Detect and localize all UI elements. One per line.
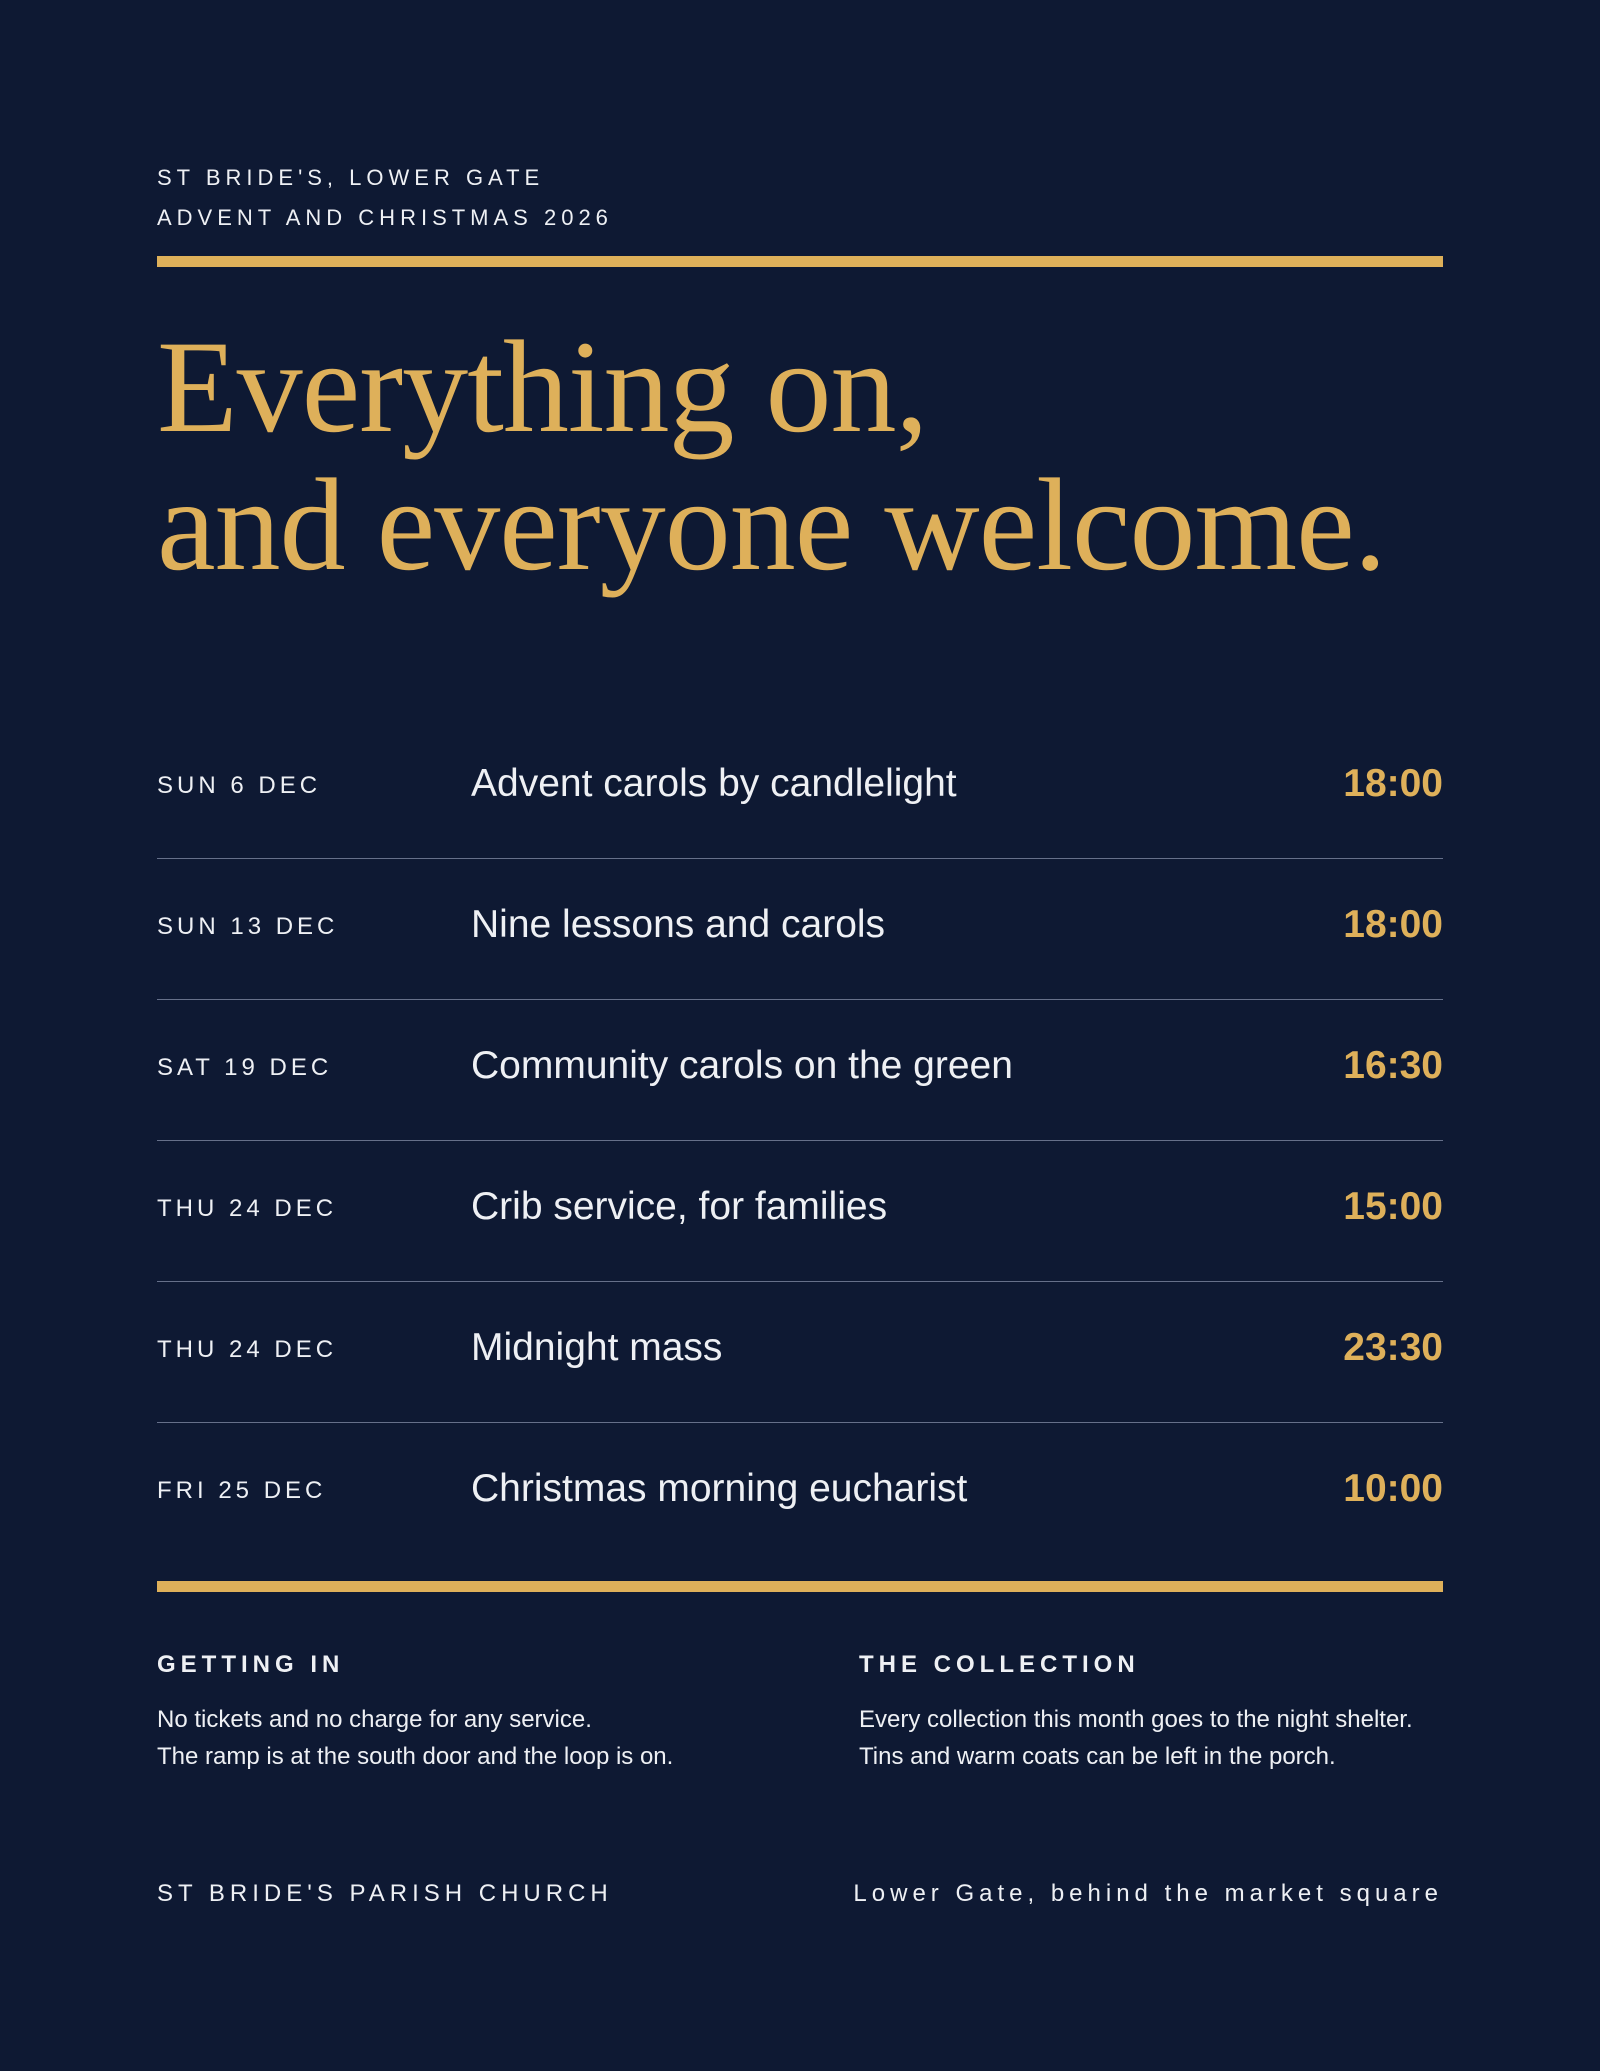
service-time: 23:30 (1343, 1326, 1443, 1369)
getting-in-section (157, 1646, 673, 1775)
service-title: Advent carols by candlelight (471, 762, 957, 805)
service-date: SAT 19 DEC (157, 1054, 333, 1081)
schedule-row (157, 1000, 1443, 1141)
eyebrow (157, 158, 613, 238)
schedule-row (157, 859, 1443, 1000)
service-title: Nine lessons and carols (471, 903, 886, 946)
footer-location: Lower Gate, behind the market square (853, 1880, 1443, 1907)
service-title: Community carols on the green (471, 1044, 1013, 1087)
headline (157, 313, 1386, 598)
schedule-row (157, 1141, 1443, 1282)
service-schedule (157, 718, 1443, 1564)
schedule-row (157, 1282, 1443, 1423)
service-time: 15:00 (1343, 1185, 1443, 1228)
season-label: ADVENT AND CHRISTMAS 2026 (157, 205, 613, 230)
poster (157, 0, 1443, 2071)
top-gold-divider (157, 256, 1443, 267)
headline-line-2: and everyone welcome. (157, 451, 1386, 598)
schedule-row (157, 1423, 1443, 1564)
service-date: THU 24 DEC (157, 1195, 338, 1222)
service-date: SUN 6 DEC (157, 772, 322, 799)
service-time: 16:30 (1343, 1044, 1443, 1087)
collection-line: Tins and warm coats can be left in the porch. (859, 1743, 1336, 1770)
church-name-label: ST BRIDE'S, LOWER GATE (157, 165, 545, 190)
bottom-gold-divider (157, 1581, 1443, 1592)
getting-in-line: The ramp is at the south door and the loop is on. (157, 1743, 674, 1770)
headline-line-1: Everything on, (157, 313, 928, 460)
getting-in-heading: GETTING IN (157, 1651, 345, 1678)
service-date: THU 24 DEC (157, 1336, 338, 1363)
collection-heading: THE COLLECTION (859, 1651, 1140, 1678)
service-title: Midnight mass (471, 1326, 723, 1369)
getting-in-line: No tickets and no charge for any service. (157, 1706, 592, 1733)
service-time: 10:00 (1343, 1467, 1443, 1510)
schedule-row (157, 718, 1443, 859)
service-time: 18:00 (1343, 903, 1443, 946)
collection-line: Every collection this month goes to the night shelter. (859, 1706, 1413, 1733)
service-title: Crib service, for families (471, 1185, 888, 1228)
service-date: SUN 13 DEC (157, 913, 339, 940)
collection-section (859, 1646, 1413, 1775)
service-time: 18:00 (1343, 762, 1443, 805)
service-title: Christmas morning eucharist (471, 1467, 968, 1510)
footer-church-name: ST BRIDE'S PARISH CHURCH (157, 1880, 613, 1907)
service-date: FRI 25 DEC (157, 1477, 327, 1504)
